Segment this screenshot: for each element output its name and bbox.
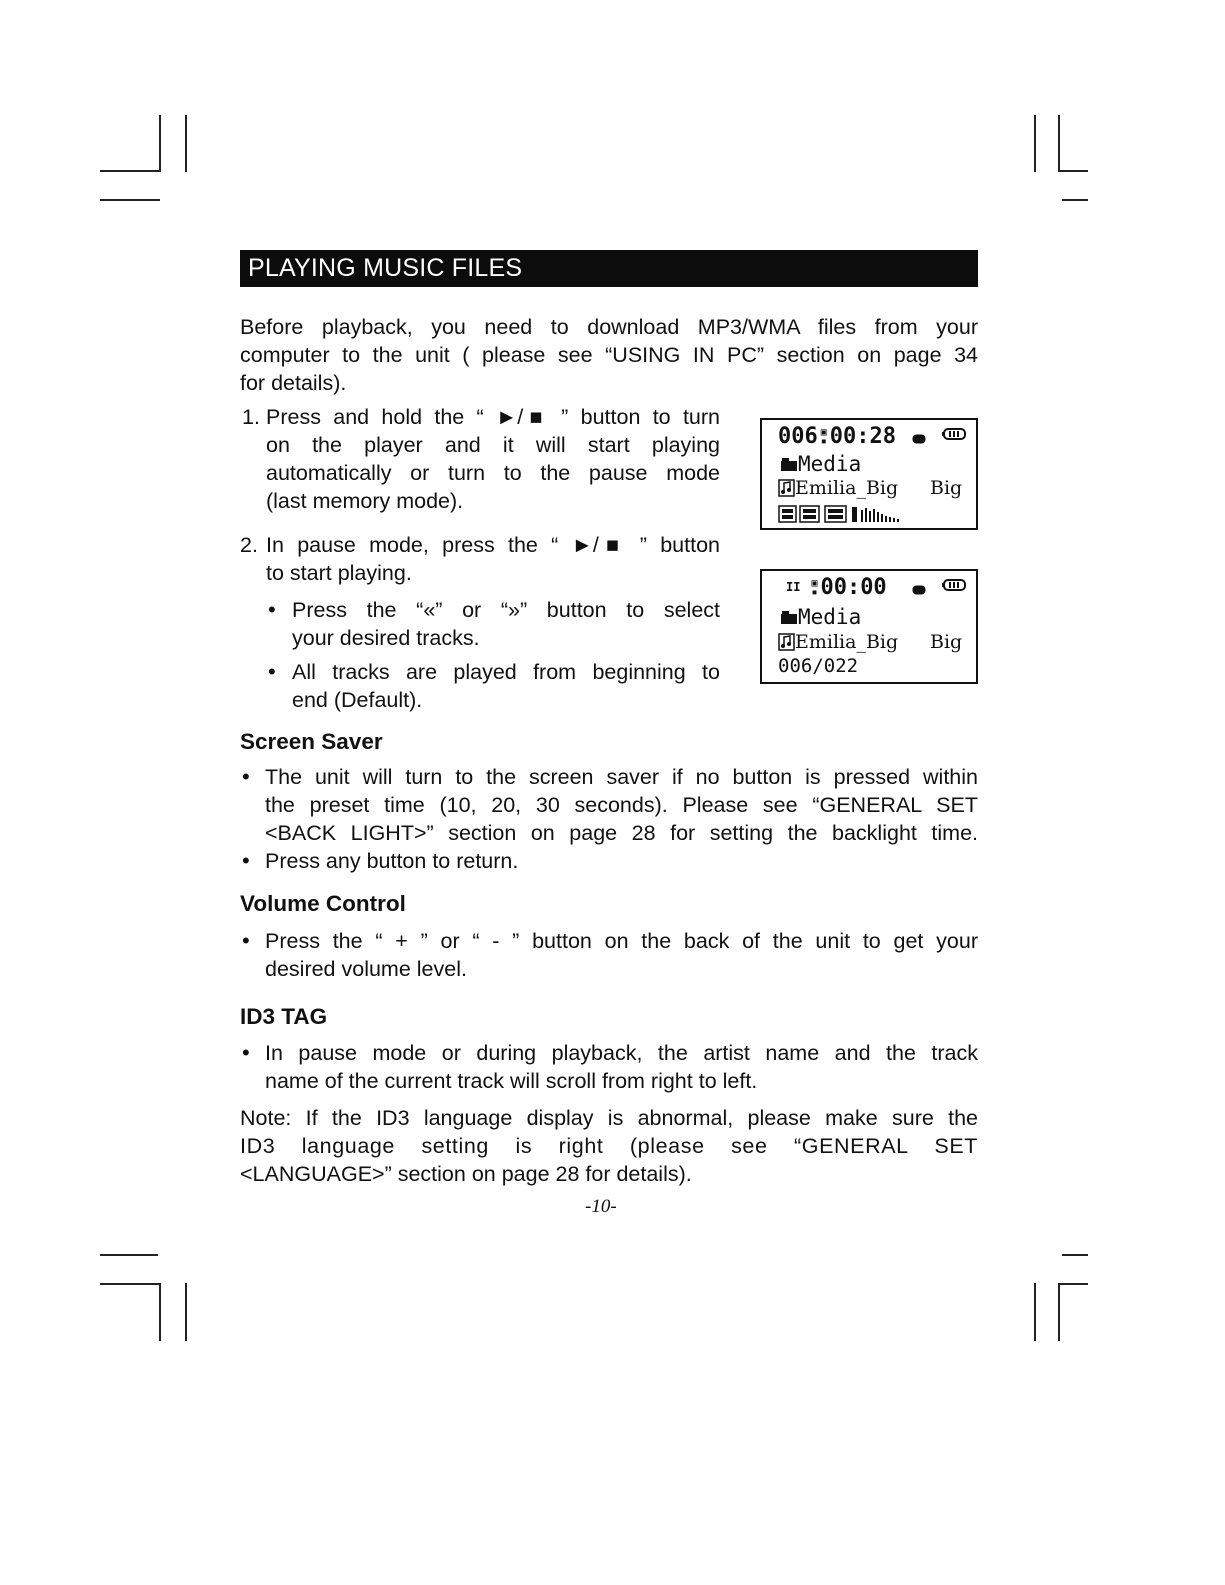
lcd-folder-name: Media	[798, 452, 862, 476]
lcd-pause-screen	[760, 569, 978, 684]
lcd-track-title: Emilia_Big	[795, 477, 899, 499]
intro-line: computer to the unit ( please see “USING IN PC” section on page 34	[240, 343, 978, 367]
folder-icon	[780, 457, 798, 472]
bullet-line: the preset time (10, 20, 30 seconds). Please see “GENERAL SET	[265, 793, 978, 817]
battery-icon	[942, 579, 966, 591]
intro-line: Before playback, you need to download MP3/WMA files from your	[240, 315, 978, 339]
section-title: PLAYING MUSIC FILES	[240, 250, 978, 287]
lcd-time-row	[786, 575, 887, 600]
lcd-time-row	[778, 424, 896, 449]
repeat-icon	[912, 585, 926, 595]
step-line: to start playing.	[266, 561, 412, 585]
bullet-line: The unit will turn to the screen saver if no button is pressed within	[265, 765, 978, 789]
battery-icon	[942, 428, 966, 440]
bullet-dot: •	[242, 848, 250, 873]
section-heading: Volume Control	[240, 891, 406, 916]
bullet-dot: •	[268, 597, 276, 622]
intro-line: for details).	[240, 371, 347, 395]
lcd-track-counter: 006/022	[778, 655, 859, 677]
bullet-line: <BACK LIGHT>” section on page 28 for setting the backlight time.	[265, 821, 978, 845]
step-line: Press and hold the “ ►/■ ” button to turn	[266, 405, 720, 429]
bullet-line: In pause mode or during playback, the artist name and the track	[265, 1041, 978, 1065]
lcd-time: 00:00	[820, 575, 887, 600]
step-number: 2.	[240, 533, 258, 557]
section-heading: Screen Saver	[240, 729, 383, 754]
eq-icon: ▣ ▪	[811, 578, 818, 598]
note-line: <LANGUAGE>” section on page 28 for details).	[240, 1162, 692, 1186]
mode-icons-row	[778, 504, 928, 524]
bullet-line: Press the “«” or “»” button to select	[292, 598, 720, 622]
step-number: 1.	[242, 405, 260, 429]
repeat-icon	[912, 434, 926, 444]
lcd-play-screen	[760, 418, 978, 530]
lcd-track-title: Emilia_Big	[795, 631, 899, 653]
pause-icon: II	[786, 580, 801, 594]
lcd-folder-row	[780, 605, 861, 629]
lcd-folder-row	[780, 452, 861, 476]
music-note-icon	[778, 633, 795, 651]
note-line: Note: If the ID3 language display is abnormal, please make sure the	[240, 1106, 978, 1130]
eq-icon: ▣ ▪	[820, 427, 827, 447]
lcd-artist: Big	[930, 477, 963, 499]
step-line: on the player and it will start playing	[266, 433, 720, 457]
lcd-title-row	[778, 631, 898, 653]
bullet-line: your desired tracks.	[292, 626, 480, 650]
bullet-line: Press the “ + ” or “ - ” button on the back of the unit to get your	[265, 929, 978, 953]
lcd-artist: Big	[930, 631, 963, 653]
lcd-title-row	[778, 477, 898, 499]
page-number: -10-	[585, 1196, 617, 1217]
bullet-line: name of the current track will scroll from right to left.	[265, 1069, 758, 1093]
section-heading: ID3 TAG	[240, 1004, 328, 1029]
bullet-dot: •	[268, 659, 276, 684]
lcd-track-number: 006	[778, 424, 818, 449]
step-line: (last memory mode).	[266, 489, 464, 513]
bullet-dot: •	[242, 764, 250, 789]
bullet-dot: •	[242, 1040, 250, 1065]
bullet-dot: •	[242, 928, 250, 953]
note-line: ID3 language setting is right (please see “GENERAL SET	[240, 1134, 978, 1158]
bullet-line: end (Default).	[292, 688, 423, 712]
bullet-line: desired volume level.	[265, 957, 467, 981]
lcd-time: 00:28	[829, 424, 896, 449]
folder-icon	[780, 610, 798, 625]
bullet-line: All tracks are played from beginning to	[292, 660, 720, 684]
music-note-icon	[778, 479, 795, 497]
lcd-folder-name: Media	[798, 605, 862, 629]
step-line: In pause mode, press the “ ►/■ ” button	[266, 533, 720, 557]
step-line: automatically or turn to the pause mode	[266, 461, 720, 485]
bullet-line: Press any button to return.	[265, 849, 519, 873]
